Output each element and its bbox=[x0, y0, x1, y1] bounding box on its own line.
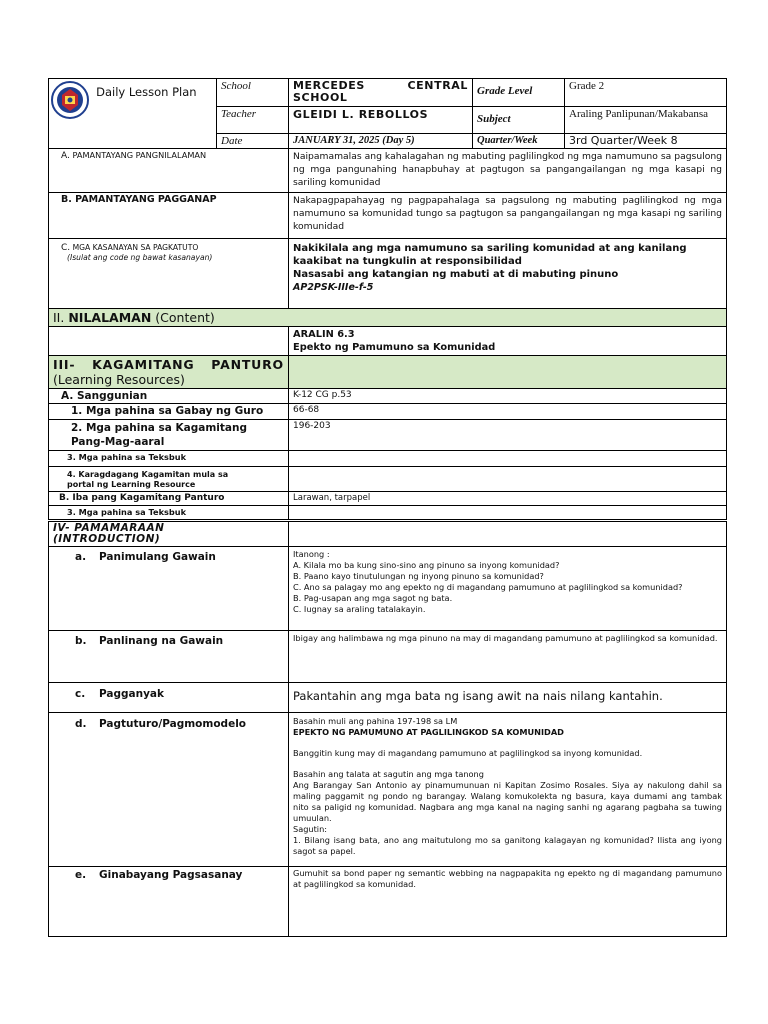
step-d-content bbox=[289, 713, 727, 867]
step-e-content bbox=[289, 867, 727, 937]
school-label: School bbox=[217, 79, 289, 107]
objective-c-prefix: C. bbox=[61, 243, 71, 253]
step-a-letter: a. bbox=[75, 551, 87, 563]
step-d-line: Sagutin: bbox=[293, 824, 328, 834]
objective-a-text: Naipamamalas ang kahalagahan ng mabuting paglilingkod ng mga namumuno sa pagsulong ng mga pangunahing hanapbuhay at pagtugon sa pangangailangan ng mga kasapi ng sariling komunidad bbox=[289, 149, 727, 193]
step-a-line: C. Iugnay sa araling tatalakayin. bbox=[293, 604, 426, 614]
objective-c-label: MGA KASANAYAN SA PAGKATUTO bbox=[72, 243, 199, 252]
step-d-line: Banggitin kung may di magandang pamumuno at paglilingkod sa inyong komunidad. bbox=[293, 748, 643, 758]
resources-section-header bbox=[49, 356, 289, 389]
resources-title: III- KAGAMITANG PANTURO bbox=[53, 357, 284, 372]
date-value: JANUARY 31, 2025 (Day 5) bbox=[289, 134, 473, 149]
deped-seal-icon bbox=[51, 81, 89, 123]
resource-1-label: 1. Mga pahina sa Gabay ng Guro bbox=[49, 404, 289, 420]
resource-b-value: Larawan, tarpapel bbox=[289, 492, 727, 506]
objective-c-code: AP2PSK-IIIe-f-5 bbox=[293, 282, 374, 293]
step-a-line: A. Kilala mo ba kung sino-sino ang pinuno sa inyong komunidad? bbox=[293, 560, 560, 570]
content-subtitle: (Content) bbox=[155, 310, 215, 325]
procedure-subtitle: (INTRODUCTION) bbox=[53, 533, 161, 545]
resource-2-label: 2. Mga pahina sa Kagamitang Pang-Mag-aaral bbox=[49, 420, 289, 451]
objective-c-line2: Nasasabi ang katangian ng mabuti at di mabuting pinuno bbox=[293, 269, 619, 280]
step-c-line: Pakantahin ang mga bata ng isang awit na nais nilang kantahin. bbox=[293, 689, 663, 703]
step-d-label-cell bbox=[49, 713, 289, 867]
step-b-line: Ibigay ang halimbawa ng mga pinuno na may di magandang pamumuno at paglilingkod sa komunidad. bbox=[293, 633, 718, 643]
resource-3-value bbox=[289, 451, 727, 467]
header-logo-cell bbox=[49, 79, 217, 149]
procedure-section-header bbox=[49, 521, 289, 547]
step-d-line: 1. Bilang isang bata, ano ang maitutulong mo sa ganitong kalagayan ng komunidad? Ilista ang iyong sagot sa papel. bbox=[293, 835, 722, 856]
step-a-line: B. Paano kayo tinutulungan ng inyong pinuno sa komunidad? bbox=[293, 571, 544, 581]
step-e-label-cell bbox=[49, 867, 289, 937]
step-c-label-cell bbox=[49, 683, 289, 713]
teacher-value: GLEIDI L. REBOLLOS bbox=[289, 107, 473, 134]
resource-4-label: 4. Karagdagang Kagamitan mula sa portal ng Learning Resource bbox=[49, 467, 289, 492]
step-a-label-cell bbox=[49, 547, 289, 631]
step-d-label: Pagtuturo/Pagmomodelo bbox=[99, 718, 247, 730]
lesson-title: Epekto ng Pamumuno sa Komunidad bbox=[293, 342, 496, 353]
resource-a-label: A. Sanggunian bbox=[49, 389, 289, 404]
step-c-label: Pagganyak bbox=[99, 688, 165, 700]
resource-2-value: 196-203 bbox=[289, 420, 727, 451]
grade-level-label: Grade Level bbox=[473, 79, 565, 107]
objective-c-note: (Isulat ang code ng bawat kasanayan) bbox=[67, 253, 213, 262]
objective-c-line1: Nakikilala ang mga namumuno sa sariling komunidad at ang kanilang kaakibat na tungkulin at responsibilidad bbox=[293, 243, 687, 267]
content-left-blank bbox=[49, 327, 289, 356]
quarter-value: 3rd Quarter/Week 8 bbox=[565, 134, 727, 149]
objective-a-label: PAMANTAYANG PANGNILALAMAN bbox=[72, 150, 207, 160]
school-value: MERCEDES CENTRAL SCHOOL bbox=[289, 79, 473, 107]
objective-b-label: B. PAMANTAYANG PAGGANAP bbox=[49, 193, 289, 239]
subject-value: Araling Panlipunan/Makabansa bbox=[565, 107, 727, 134]
lesson-plan-table bbox=[48, 78, 727, 937]
step-a-line: Itanong : bbox=[293, 549, 330, 559]
objective-b-text: Nakapagpapahayag ng pagpapahalaga sa pagsulong ng mabuting paglilingkod ng mga namumuno sa komunidad tungo sa pagtugon sa pangangailangan ng mga kasapi ng sariling komunidad bbox=[289, 193, 727, 239]
step-c-letter: c. bbox=[75, 688, 86, 700]
resource-3-label: 3. Mga pahina sa Teksbuk bbox=[49, 451, 289, 467]
resource-5-label: 3. Mga pahina sa Teksbuk bbox=[49, 506, 289, 521]
teacher-label: Teacher bbox=[217, 107, 289, 134]
step-e-line: Gumuhit sa bond paper ng semantic webbing na nagpapakita ng epekto ng di magandang pamumuno at paglilingkod sa komunidad. bbox=[293, 868, 722, 889]
subject-label: Subject bbox=[473, 107, 565, 134]
objective-a-prefix: A. bbox=[61, 151, 70, 161]
content-title: NILALAMAN bbox=[68, 310, 152, 325]
step-a-label: Panimulang Gawain bbox=[99, 551, 216, 563]
step-d-letter: d. bbox=[75, 718, 87, 730]
step-b-label: Panlinang na Gawain bbox=[99, 635, 224, 647]
step-a-content bbox=[289, 547, 727, 631]
resources-subtitle: (Learning Resources) bbox=[53, 372, 185, 387]
content-section-header bbox=[49, 309, 727, 327]
objective-c-label-cell bbox=[49, 239, 289, 309]
lesson-plan-sheet bbox=[48, 78, 726, 937]
procedure-title: IV- PAMAMARAAN bbox=[53, 522, 165, 534]
step-c-content bbox=[289, 683, 727, 713]
lesson-number: ARALIN 6.3 bbox=[293, 329, 355, 340]
objective-c-text-cell bbox=[289, 239, 727, 309]
step-e-letter: e. bbox=[75, 869, 87, 881]
resource-b-label: B. Iba pang Kagamitang Panturo bbox=[49, 492, 289, 506]
procedure-header-fill bbox=[289, 521, 727, 547]
step-e-label: Ginabayang Pagsasanay bbox=[99, 869, 243, 881]
objective-a-label-cell bbox=[49, 149, 289, 193]
content-lesson-cell bbox=[289, 327, 727, 356]
step-a-line: B. Pag-usapan ang mga sagot ng bata. bbox=[293, 593, 453, 603]
grade-level-value: Grade 2 bbox=[565, 79, 727, 107]
resource-4-value bbox=[289, 467, 727, 492]
step-d-line: Basahin ang talata at sagutin ang mga tanong bbox=[293, 769, 484, 779]
resource-a-value: K-12 CG p.53 bbox=[289, 389, 727, 404]
step-b-label-cell bbox=[49, 631, 289, 683]
resources-header-fill bbox=[289, 356, 727, 389]
plan-title: Daily Lesson Plan bbox=[96, 85, 197, 99]
content-prefix: II. bbox=[53, 310, 65, 325]
step-a-line: C. Ano sa palagay mo ang epekto ng di magandang pamumuno at paglilingkod sa komunidad? bbox=[293, 582, 683, 592]
resource-1-value: 66-68 bbox=[289, 404, 727, 420]
resource-5-value bbox=[289, 506, 727, 521]
step-d-line: EPEKTO NG PAMUMUNO AT PAGLILINGKOD SA KOMUNIDAD bbox=[293, 727, 564, 737]
step-b-letter: b. bbox=[75, 635, 87, 647]
quarter-label: Quarter/Week bbox=[473, 134, 565, 149]
date-label: Date bbox=[217, 134, 289, 149]
step-d-line: Basahin muli ang pahina 197-198 sa LM bbox=[293, 716, 458, 726]
step-b-content bbox=[289, 631, 727, 683]
step-d-line: Ang Barangay San Antonio ay pinamumunuan ni Kapitan Zosimo Rosales. Siya ay nakulong dahil sa maling paggamit ng pondo ng barangay. Walang komukolekta ng basura, kaya dumami ang tambak nito sa paligid ng komunidad. Nagbara ang mga kanal na naging sanhi ng agarang pagbaha sa tuwing umuulan. bbox=[293, 780, 722, 823]
